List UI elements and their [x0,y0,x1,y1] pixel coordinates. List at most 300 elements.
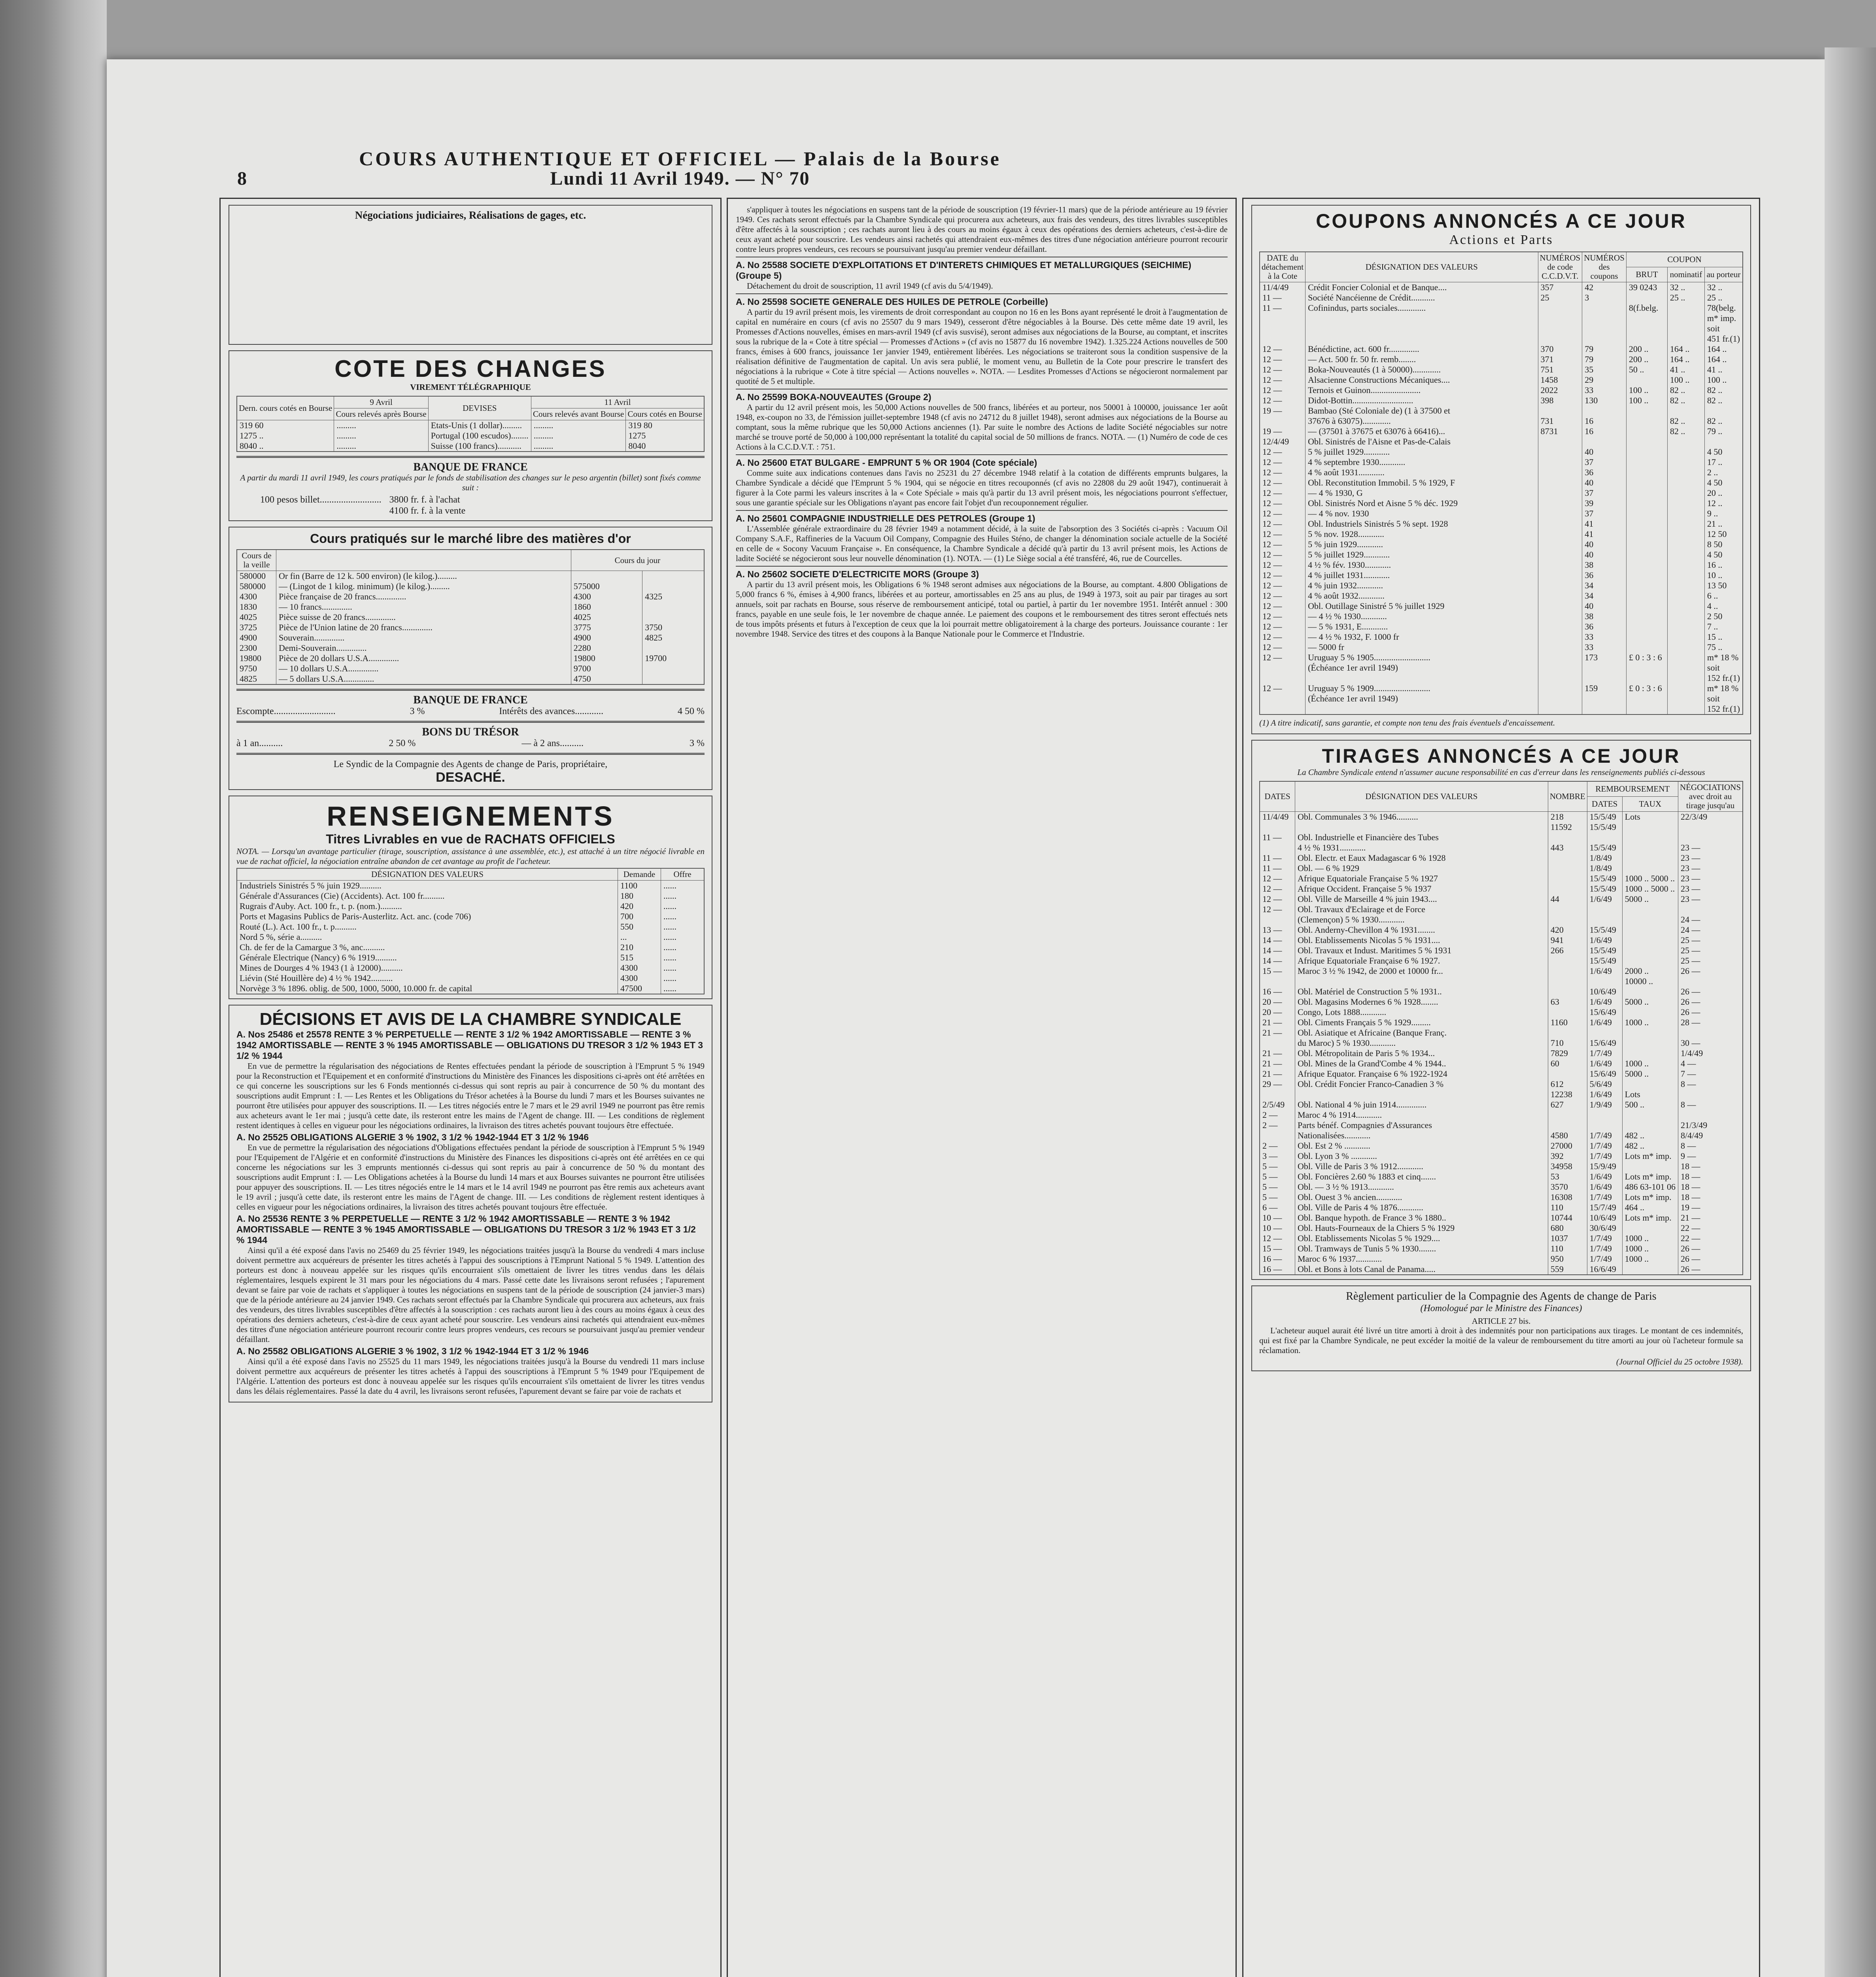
cell: 164 .. [1667,344,1704,354]
cell: 1/8/49 [1587,853,1622,863]
cell: — 4 ½ % 1930............ [1305,611,1538,622]
cell: 4025 [571,612,642,622]
table-row [1260,1223,1743,1233]
negociations-box [229,205,712,345]
cell: — (37501 à 37675 et 63076 à 66416)... [1305,426,1538,437]
table-row [1260,1089,1743,1100]
cell: 32 .. [1704,282,1743,293]
table-row [1260,997,1743,1007]
cell [1587,915,1622,925]
reglement-section [1251,1285,1751,1371]
table-row [1260,323,1743,334]
cell: — 5 % 1931, E............ [1305,622,1538,632]
cell [1667,673,1704,683]
cell [1667,529,1704,539]
cell: 12 — [1262,375,1282,385]
col-header-negociations: NÉGOCIATIONS avec droit au tirage jusqu'au [1678,781,1743,812]
table-row [1260,478,1743,488]
cell: 22/3/49 [1678,812,1743,822]
cell: 420 [1548,925,1587,935]
cell: Uruguay 5 % 1909.......................... [1305,683,1538,694]
cell: 24 — [1678,925,1743,935]
table-row [237,674,704,684]
cell: 1458 [1538,375,1582,385]
cell: 15/5/49 [1587,925,1622,935]
col-header-offre: Offre [661,868,705,881]
table-row [1260,652,1743,663]
cell: 23 — [1678,863,1743,873]
table-row [1260,1161,1743,1172]
cell [1582,704,1627,714]
cell [1667,580,1704,591]
cell: Obl. Ville de Marseille 4 % juin 1943.... [1295,894,1548,904]
cell: 15/5/49 [1587,884,1622,894]
cell: Lots [1622,1089,1678,1100]
cell [1667,457,1704,467]
cell: ...... [661,891,705,901]
table-row [1260,1254,1743,1264]
cell: 164 .. [1667,354,1704,365]
cell: 15/5/49 [1587,812,1622,822]
table-row [1260,925,1743,935]
cell [1622,1264,1678,1275]
cell [1667,519,1704,529]
cell: £ 0 : 3 : 6 [1626,683,1667,694]
cell: Parts bénéf. Compagnies d'Assurances [1295,1120,1548,1130]
notice-text: Comme suite aux indications contenues dans l'avis no 25231 du 27 décembre 1948 relatif à la cotation de différents emprunts bulgares, la Chambre Syndicale a décidé que l'Emprunt 5 % 1904, qui se négocie en titres recouponnés (cf avis no 22808 du 29 août 1947), continuerait à figurer à la Cote parmi les valeurs inscrites à la « Cote Spéciale » mais qu'à partir du 13 avril présent mois, les négociations pourront s'effectuer, sous une garantie spéciale sur les Obligations n'ayant pas encore fait l'objet d'un recouponnement régulier. [736,468,1228,507]
cell: 12 — [1262,354,1282,364]
masthead-title: COURS AUTHENTIQUE ET OFFICIEL — Palais de la Bourse [359,147,1001,170]
cell: 100 .. [1626,385,1667,395]
bons-line [236,738,705,749]
banque-text: A partir du mardi 11 avril 1949, les cours pratiqués par le fonds de stabilisation des changes sur le peso argentin (billet) sont fixés comme suit : [240,473,701,492]
cell: soit [1704,694,1743,704]
cell: 1/6/49 [1587,935,1622,945]
cell [1667,570,1704,580]
cell: 4825 [642,633,704,643]
cell: 1/7/49 [1587,1141,1622,1151]
cell: 22 — [1678,1233,1743,1244]
cell: 15/6/49 [1587,1069,1622,1079]
table-row [237,441,704,452]
cell: 60 [1548,1058,1587,1069]
cell: 25 [1538,293,1582,303]
page-number: 8 [237,168,247,189]
cell: 6 — [1262,1202,1278,1212]
col-header-nominatif: nominatif [1667,267,1704,282]
cell: 12 — [1262,580,1282,590]
cell [642,643,704,653]
cell [1538,601,1582,611]
table-row [1260,1130,1743,1141]
cell [1548,1007,1587,1017]
table-row [237,612,704,622]
cell: 4 ½ % fév. 1930............ [1305,560,1538,570]
cell: 1000 .. [1622,1244,1678,1254]
cell: 16 — [1262,1254,1282,1264]
cell: Afrique Occident. Française 5 % 1937 [1295,884,1548,894]
notice-heading: A. No 25588 SOCIETE D'EXPLOITATIONS ET D'INTERETS CHIMIQUES ET METALLURGIQUES (SEICHIME) (Groupe 5) [736,260,1192,281]
tirages-table [1259,781,1743,1275]
table-row [1260,1069,1743,1079]
cell [1538,683,1582,694]
bons-title: BONS DU TRÉSOR [422,726,519,738]
cell: 12 — [1262,652,1282,662]
cell [1538,663,1582,673]
cell: 4 % août 1932............ [1305,591,1538,601]
table-row [1260,884,1743,894]
cell: 16 — [1262,1264,1282,1274]
cell [1622,832,1678,843]
table-row [1260,904,1743,915]
cell: soit [1704,323,1743,334]
table-row [1260,282,1743,293]
table-row [237,420,704,431]
cell: Cofinindus, parts sociales............. [1305,303,1538,313]
cell [642,663,704,674]
cell: 34 [1582,580,1627,591]
table-row [1260,843,1743,853]
table-row [1260,416,1743,426]
table-row [1260,966,1743,976]
cell [1260,334,1305,344]
cell: 22 — [1678,1223,1743,1233]
col-header-designation: DÉSIGNATION DES VALEURS [1305,252,1538,282]
cell [1667,478,1704,488]
cell [642,581,704,592]
notice-text: Détachement du droit de souscription, 11 avril 1949 (cf avis du 5/4/1949). [747,281,993,291]
col-header-coupon: COUPON [1626,252,1743,267]
cell: 2/5/49 [1262,1100,1285,1109]
cell: 23 — [1678,884,1743,894]
renseignements-section [229,796,712,999]
table-row [1260,1079,1743,1089]
cell: 15/5/49 [1587,945,1622,956]
col-header-before: Cours relevés avant Bourse [531,408,626,420]
cell: 15/6/49 [1587,1038,1622,1048]
cell: 21 — [1262,1069,1282,1079]
cell: Obl. Matériel de Construction 5 % 1931.. [1295,987,1548,997]
cell [1548,976,1587,987]
cell: 1/6/49 [1587,1182,1622,1192]
cell [1667,467,1704,478]
peso-rates [389,494,466,516]
table-row [1260,622,1743,632]
table-row [1260,1048,1743,1058]
cell [1667,652,1704,663]
cell [1626,591,1667,601]
table-row [1260,447,1743,457]
cell: 19 — [1262,426,1282,436]
cell [1626,550,1667,560]
cell: 420 [618,901,661,911]
cell: 82 .. [1704,385,1743,395]
table-row [237,922,704,932]
reglement-title: Règlement particulier de la Compagnie des Agents de change de Paris [1346,1290,1657,1302]
cell [1260,313,1305,323]
cell [1704,437,1743,447]
cell [1538,560,1582,570]
cell: Obl. Etablissements Nicolas 5 % 1931.... [1295,935,1548,945]
cell: 75 .. [1704,642,1743,652]
cell: 218 [1548,812,1587,822]
cell: (Échéance 1er avril 1949) [1305,694,1538,704]
cell [1622,915,1678,925]
cell: 319 80 [626,420,704,431]
cell [1622,1048,1678,1058]
notice-text: A partir du 13 avril présent mois, les Obligations 6 % 1948 seront admises aux négociations de la Bourse, au comptant. 4.800 Obligations de 5,000 francs 6 %, émises à 4,900 francs, libérées et au porteur, amortissables en 25 ans au plus, de 1949 à 1973, soit au pair par tirages au sort annuels, soit par rachats en Bourse, sous réserve de remboursement anticipé, total ou partiel, à partir du 1er novembre 1951. Intérêt annuel : 300 francs, payable en une seule fois, le 1er novembre de chaque année. Le paiement des coupons et le remboursement des titres seront effectués nets de tous impôts présents et futurs à l'exception de ceux que la loi pourrait mettre obligatoirement à la charge des porteurs. Jouissance courante : 1er novembre 1948. Service des titres et des coupons à la Banque Nationale pour le Commerce et l'Industrie. [736,580,1228,639]
cell [1626,539,1667,550]
cell: 1/6/49 [1587,997,1622,1007]
cell: 11592 [1548,822,1587,832]
cell: 1037 [1548,1233,1587,1244]
cell: 12 — [1262,478,1282,488]
cell: 4 .. [1704,601,1743,611]
cell: 28 — [1678,1017,1743,1028]
cell: 5 — [1262,1192,1278,1202]
cell [1538,323,1582,334]
cell: du Maroc) 5 % 1930............ [1295,1038,1548,1048]
cell: Obl. Travaux et Indust. Maritimes 5 % 1931 [1295,945,1548,956]
cell: 580000 [240,571,266,581]
coupons-footnote: (1) A titre indicatif, sans garantie, et compte non tenu des frais éventuels d'encaissement. [1259,718,1555,728]
cell [1626,508,1667,519]
cell: 12 — [1262,611,1282,621]
cell: Lots [1622,812,1678,822]
table-row [1260,1202,1743,1213]
cell: — (Lingot de 1 kilog. minimum) (le kilog.)......... [276,581,571,592]
cell: Mines de Dourges 4 % 1943 (1 à 12000).......... [240,963,403,973]
cell: 2300 [240,643,257,653]
coupons-title: COUPONS ANNONCÉS A CE JOUR [1316,210,1687,232]
table-row [1260,853,1743,863]
cell [1626,375,1667,385]
cell: 12 .. [1704,498,1743,508]
cell: 2022 [1538,385,1582,395]
cell: 2 — [1262,1141,1278,1151]
continued-text: s'appliquer à toutes les négociations en suspens tant de la période de souscription (19 février-11 mars) que de la période antérieure au 19 février 1949. Ces rachats seront effectués par la Chambre Syndicale qui procurera aux acheteurs, aux frais des vendeurs, des titres livrables susceptibles d'être affectés à la souscription ; ces rachats auront lieu à des cours au moins égaux à ceux des opérations des derniers acheteurs, c'est-à-dire de ceux ayant acheté pour souscrire. Les vendeurs ainsi rachetés qui attendraient eux-mêmes des titres d'une négociation antérieure pourront recourir contre leurs propres vendeurs, ces recours se poursuivant jusqu'au premier vendeur défaillant. [736,205,1228,254]
cell: 8 50 [1704,539,1743,550]
table-row [1260,683,1743,694]
cell: 10000 .. [1622,976,1678,987]
cell: 1160 [1548,1017,1587,1028]
table-row [1260,334,1743,344]
cell [1538,303,1582,313]
cell [1538,447,1582,457]
table-row [1260,293,1743,303]
cell [1548,904,1587,915]
cell: 15/6/49 [1587,1007,1622,1017]
cell: 8/4/49 [1678,1130,1743,1141]
cell: 12 — [1262,904,1282,914]
cell: Congo, Lots 1888............ [1295,1007,1548,1017]
cell [1538,632,1582,642]
cell: 11 — [1262,853,1282,863]
cell: 9750 [240,663,257,673]
table-row [1260,1038,1743,1048]
cell: 21 — [1678,1213,1743,1223]
table-row [1260,1151,1743,1161]
cell [1622,987,1678,997]
cell: 1830 [240,602,257,612]
cell: 1/7/49 [1587,1244,1622,1254]
col-header-designation: DÉSIGNATION DES VALEURS [237,868,618,881]
cell [1667,622,1704,632]
cell: 14 — [1262,935,1282,945]
cell: 2 50 [1704,611,1743,622]
cell [1260,1130,1295,1141]
cell: 4 50 [1704,550,1743,560]
cell: ......... [531,441,626,452]
table-row [1260,426,1743,437]
cell [1667,447,1704,457]
cell: 50 .. [1626,365,1667,375]
cell: 3725 [240,622,257,632]
cell: Alsacienne Constructions Mécaniques.... [1305,375,1538,385]
cell: 82 .. [1667,416,1704,426]
cell [1667,611,1704,622]
cell [1548,1069,1587,1079]
cell: 4025 [240,612,257,622]
cell: 200 .. [1626,344,1667,354]
cell [1548,853,1587,863]
table-row [1260,812,1743,822]
table-row [1260,313,1743,323]
table-row [237,953,704,963]
cell: 10 — [1262,1223,1282,1233]
changes-table [236,396,705,452]
col-header-prev: Dern. cours cotés en Bourse [237,396,334,420]
cell: Afrique Equator. Française 6 % 1922-1924 [1295,1069,1548,1079]
cell: ...... [661,932,705,942]
cell: 1/6/49 [1587,1058,1622,1069]
notice [736,454,1228,508]
cell: 1/8/49 [1587,863,1622,873]
cell [1626,416,1667,426]
cell: 25 — [1678,945,1743,956]
cell: 180 [618,891,661,901]
cell [1622,945,1678,956]
bons-1an-value: 2 50 % [389,738,416,748]
cell: 1/7/49 [1587,1233,1622,1244]
cell [1582,313,1627,323]
cell: 40 [1582,478,1627,488]
cell [1538,591,1582,601]
cell: Uruguay 5 % 1905.......................... [1305,652,1538,663]
cell: 11/4/49 [1262,812,1289,822]
cell: m* 18 % [1704,652,1743,663]
cell: 19800 [571,653,642,663]
cell: 319 60 [240,420,264,430]
cell [1667,323,1704,334]
cell: Obl. Electr. et Eaux Madagascar 6 % 1928 [1295,853,1548,863]
cell: 41 .. [1704,365,1743,375]
cell: 21 — [1262,1017,1282,1027]
col-header-veille: Cours de la veille [237,550,276,571]
cell: 4325 [642,592,704,602]
cell: 21 — [1262,1028,1282,1038]
escompte-line [236,706,705,717]
cell: 12 50 [1704,529,1743,539]
cell: 5 % juin 1929............ [1305,539,1538,550]
cell: 32 .. [1667,282,1704,293]
cell: 12 — [1262,1233,1282,1243]
cell: Maroc 3 ½ % 1942, de 2000 et 10000 fr... [1295,966,1548,976]
cell: 12 — [1262,601,1282,611]
cell: 23 — [1678,894,1743,904]
cell: 8(f.belg. [1626,303,1667,313]
cell [1667,498,1704,508]
cell: Société Nancéienne de Crédit........... [1305,293,1538,303]
cell: Or fin (Barre de 12 k. 500 environ) (le kilog.)......... [276,571,571,582]
table-row [1260,1110,1743,1120]
cell: 1/9/49 [1587,1100,1622,1110]
table-row [1260,570,1743,580]
cell: 1000 .. 5000 .. [1622,884,1678,894]
col-header-jour: Cours du jour [571,550,704,571]
cell [1622,935,1678,945]
cell: 2 .. [1704,467,1743,478]
cell: Obl. et Bons à lots Canal de Panama..... [1295,1264,1548,1275]
cell: 12238 [1548,1089,1587,1100]
cell: 26 — [1678,997,1743,1007]
cell: 266 [1548,945,1587,956]
cell: 13 50 [1704,580,1743,591]
cell: m* imp. [1704,313,1743,323]
cell: 26 — [1678,1254,1743,1264]
cell: 627 [1548,1100,1587,1110]
cell: 370 [1538,344,1582,354]
cell [1260,663,1305,673]
notice-text: En vue de permettre la régularisation des négociations de Rentes effectuées pendant la période de souscription à l'Emprunt 5 % 1949 pour la Reconstruction et l'Equipement et en conformité d'instructions du Ministère des Finances les dispositions ci-après ont été arrêtées en ce qui concerne les souscriptions sur les 6 Fonds mentionnés ci-dessus qui sont repris au pair à concurrence de 50 % du montant des souscriptions audit Emprunt : I. — Les Rentes et les Obligations du Trésor achetées à la Bourse du lundi 7 mars et les Bourses suivantes ne pourront être utilisées pour appuyer des souscriptions. II. — Les titres négociés entre le 7 mars et le 29 avril 1949 ne pourront pas être remis aux acheteurs avant le 1er mai ; jusqu'à cette date, ils resteront entre les mains de l'Agent de change. III. — Les conditions de règlement restent identiques à celles en vigueur pour les négociations ordinaires, la livraison des titres achetés pouvant toujours être effectuée. [236,1061,705,1130]
notice [736,510,1228,563]
table-row [1260,354,1743,365]
cell [1626,457,1667,467]
table-row [237,973,704,983]
cell [1260,915,1295,925]
cell [1626,529,1667,539]
table-row [1260,663,1743,673]
cell [1538,580,1582,591]
cell: Obl. Crédit Foncier Franco-Canadien 3 % [1295,1079,1548,1089]
col-header-taux: TAUX [1622,797,1678,812]
cell: 8040 .. [240,441,264,451]
cell: 12 — [1262,344,1282,354]
cell: 37 [1582,488,1627,498]
cell: Obl. Ville de Paris 4 % 1876............ [1295,1202,1548,1213]
col-header-brut: BRUT [1626,267,1667,282]
tirages-title: TIRAGES ANNONCÉS A CE JOUR [1322,745,1681,767]
table-row [237,932,704,942]
cell: 27000 [1548,1141,1587,1151]
cell [1626,488,1667,498]
negociations-heading: Négociations judiciaires, Réalisations de gages, etc. [355,209,586,221]
cell: Obl. Hauts-Fourneaux de la Chiers 5 % 1929 [1295,1223,1548,1233]
cell: 2 — [1262,1120,1278,1130]
cell: 12 — [1262,591,1282,601]
table-row [1260,303,1743,313]
cell: 1000 .. 5000 .. [1622,873,1678,884]
cell [1538,550,1582,560]
notice-heading: A. No 25601 COMPAGNIE INDUSTRIELLE DES PETROLES (Groupe 1) [736,513,1035,524]
cell [571,571,642,582]
cell: 19800 [240,653,261,663]
cell: 130 [1582,395,1627,406]
renseignements-title: RENSEIGNEMENTS [327,801,614,832]
cell [1667,303,1704,313]
cell: 35 [1582,365,1627,375]
column-middle [727,198,1237,1977]
